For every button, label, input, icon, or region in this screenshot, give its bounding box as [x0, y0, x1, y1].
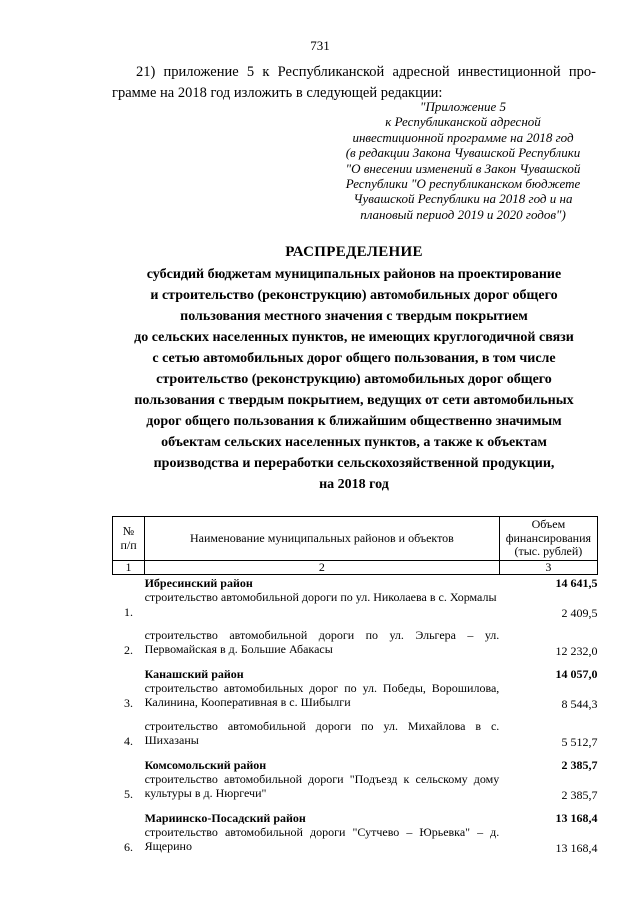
- object-amount: 12 232,0: [555, 644, 598, 658]
- district-row: [113, 666, 598, 681]
- district-name: Канашский район: [144, 667, 244, 681]
- object-amount: 2 409,5: [561, 606, 598, 620]
- district-total: 2 385,7: [561, 758, 598, 772]
- table-row: [113, 772, 598, 810]
- row-number: 5.: [124, 787, 134, 801]
- district-total: 13 168,4: [555, 811, 598, 825]
- column-number-row: [113, 561, 598, 575]
- header-num: № п/п: [113, 517, 145, 561]
- column-number: 2: [145, 561, 500, 575]
- district-row: [113, 575, 598, 591]
- row-number: 2.: [124, 643, 134, 657]
- title-line: дорог общего пользования к ближайшим общественно значимым: [146, 414, 562, 429]
- district-name: Комсомольский район: [144, 758, 267, 772]
- title-subtitle: [112, 264, 596, 495]
- title-line: субсидий бюджетам муниципальных районов на проектирование: [146, 267, 562, 282]
- intro-paragraph: [112, 62, 596, 104]
- header-amount: Объем финансирования (тыс. рублей): [499, 517, 597, 561]
- object-name: строительство автомобильной дороги "Подъезд к сельскому дому культуры в д. Нюргечи": [144, 772, 500, 800]
- object-name: строительство автомобильной дороги "Сутчево – Юрьевка" – д. Ящерино: [144, 825, 500, 853]
- header-name: Наименование муниципальных районов и объектов: [145, 517, 500, 561]
- title-heading: РАСПРЕДЕЛЕНИЕ: [285, 244, 423, 260]
- title-line: строительство (реконструкцию) автомобильных дорог общего: [156, 372, 552, 387]
- district-total: 14 641,5: [555, 576, 598, 590]
- object-name: строительство автомобильной дороги по ул. Эльгера – ул. Первомайская в д. Большие Абакасы: [144, 628, 500, 656]
- title-line: с сетью автомобильных дорог общего пользования, в том числе: [152, 351, 556, 366]
- table-row: [113, 719, 598, 757]
- object-name: строительство автомобильной дороги по ул. Николаева в с. Хормалы: [144, 590, 497, 604]
- appendix-line: Чувашской Республики на 2018 год и на: [353, 191, 573, 207]
- row-number: 1.: [124, 605, 134, 619]
- district-row: [113, 810, 598, 825]
- appendix-line: "Приложение 5: [419, 99, 506, 114]
- title-line: на 2018 год: [319, 477, 389, 492]
- table-header-row: [113, 517, 598, 561]
- district-name: Ибресинский район: [144, 576, 253, 590]
- row-number: 3.: [124, 696, 134, 710]
- appendix-line: "О внесении изменений в Закон Чувашской: [345, 160, 581, 176]
- appendix-line: инвестиционной программе на 2018 год: [352, 129, 574, 145]
- appendix-line: плановый период 2019 и 2020 годов"): [360, 206, 566, 222]
- table-row: [113, 590, 598, 628]
- row-number: 4.: [124, 734, 134, 748]
- object-name: строительство автомобильной дороги по ул. Михайлова в с. Шихазаны: [144, 719, 500, 747]
- table-row: [113, 628, 598, 666]
- object-amount: 5 512,7: [561, 735, 598, 749]
- title-line: и строительство (реконструкцию) автомобильных дорог общего: [150, 288, 558, 303]
- title-line: объектам сельских населенных пунктов, а также к объектам: [161, 435, 547, 450]
- row-number: 6.: [124, 840, 134, 854]
- object-amount: 8 544,3: [561, 697, 598, 711]
- table-row: [113, 825, 598, 863]
- title-line: до сельских населенных пунктов, не имеющих круглогодичной связи: [134, 330, 574, 345]
- object-name: строительство автомобильных дорог по ул. Победы, Ворошилова, Калинина, Кооперативная в с. Шибылги: [144, 681, 500, 709]
- district-total: 14 057,0: [555, 667, 598, 681]
- financing-table: [112, 516, 598, 863]
- intro-line: грамме на 2018 год изложить в следующей редакции:: [112, 85, 443, 101]
- column-number: 3: [499, 561, 597, 575]
- district-name: Мариинско-Посадский район: [144, 811, 306, 825]
- appendix-reference: [330, 99, 596, 222]
- table-row: [113, 681, 598, 719]
- title-line: пользования с твердым покрытием, ведущих от сети автомобильных: [134, 393, 574, 408]
- title-line: производства и переработки сельскохозяйственной продукции,: [153, 456, 555, 471]
- document-title: [112, 240, 596, 495]
- appendix-line: к Республиканской адресной: [385, 114, 541, 130]
- column-number: 1: [113, 561, 145, 575]
- object-amount: 2 385,7: [561, 788, 598, 802]
- page-number: 731: [310, 38, 330, 53]
- district-row: [113, 757, 598, 772]
- intro-line: 21) приложение 5 к Республиканской адресной инвестиционной про-: [136, 64, 596, 80]
- appendix-line: (в редакции Закона Чувашской Республики: [345, 145, 581, 161]
- title-line: пользования местного значения с твердым покрытием: [180, 309, 528, 324]
- appendix-line: Республики "О республиканском бюджете: [345, 176, 581, 192]
- object-amount: 13 168,4: [555, 841, 598, 855]
